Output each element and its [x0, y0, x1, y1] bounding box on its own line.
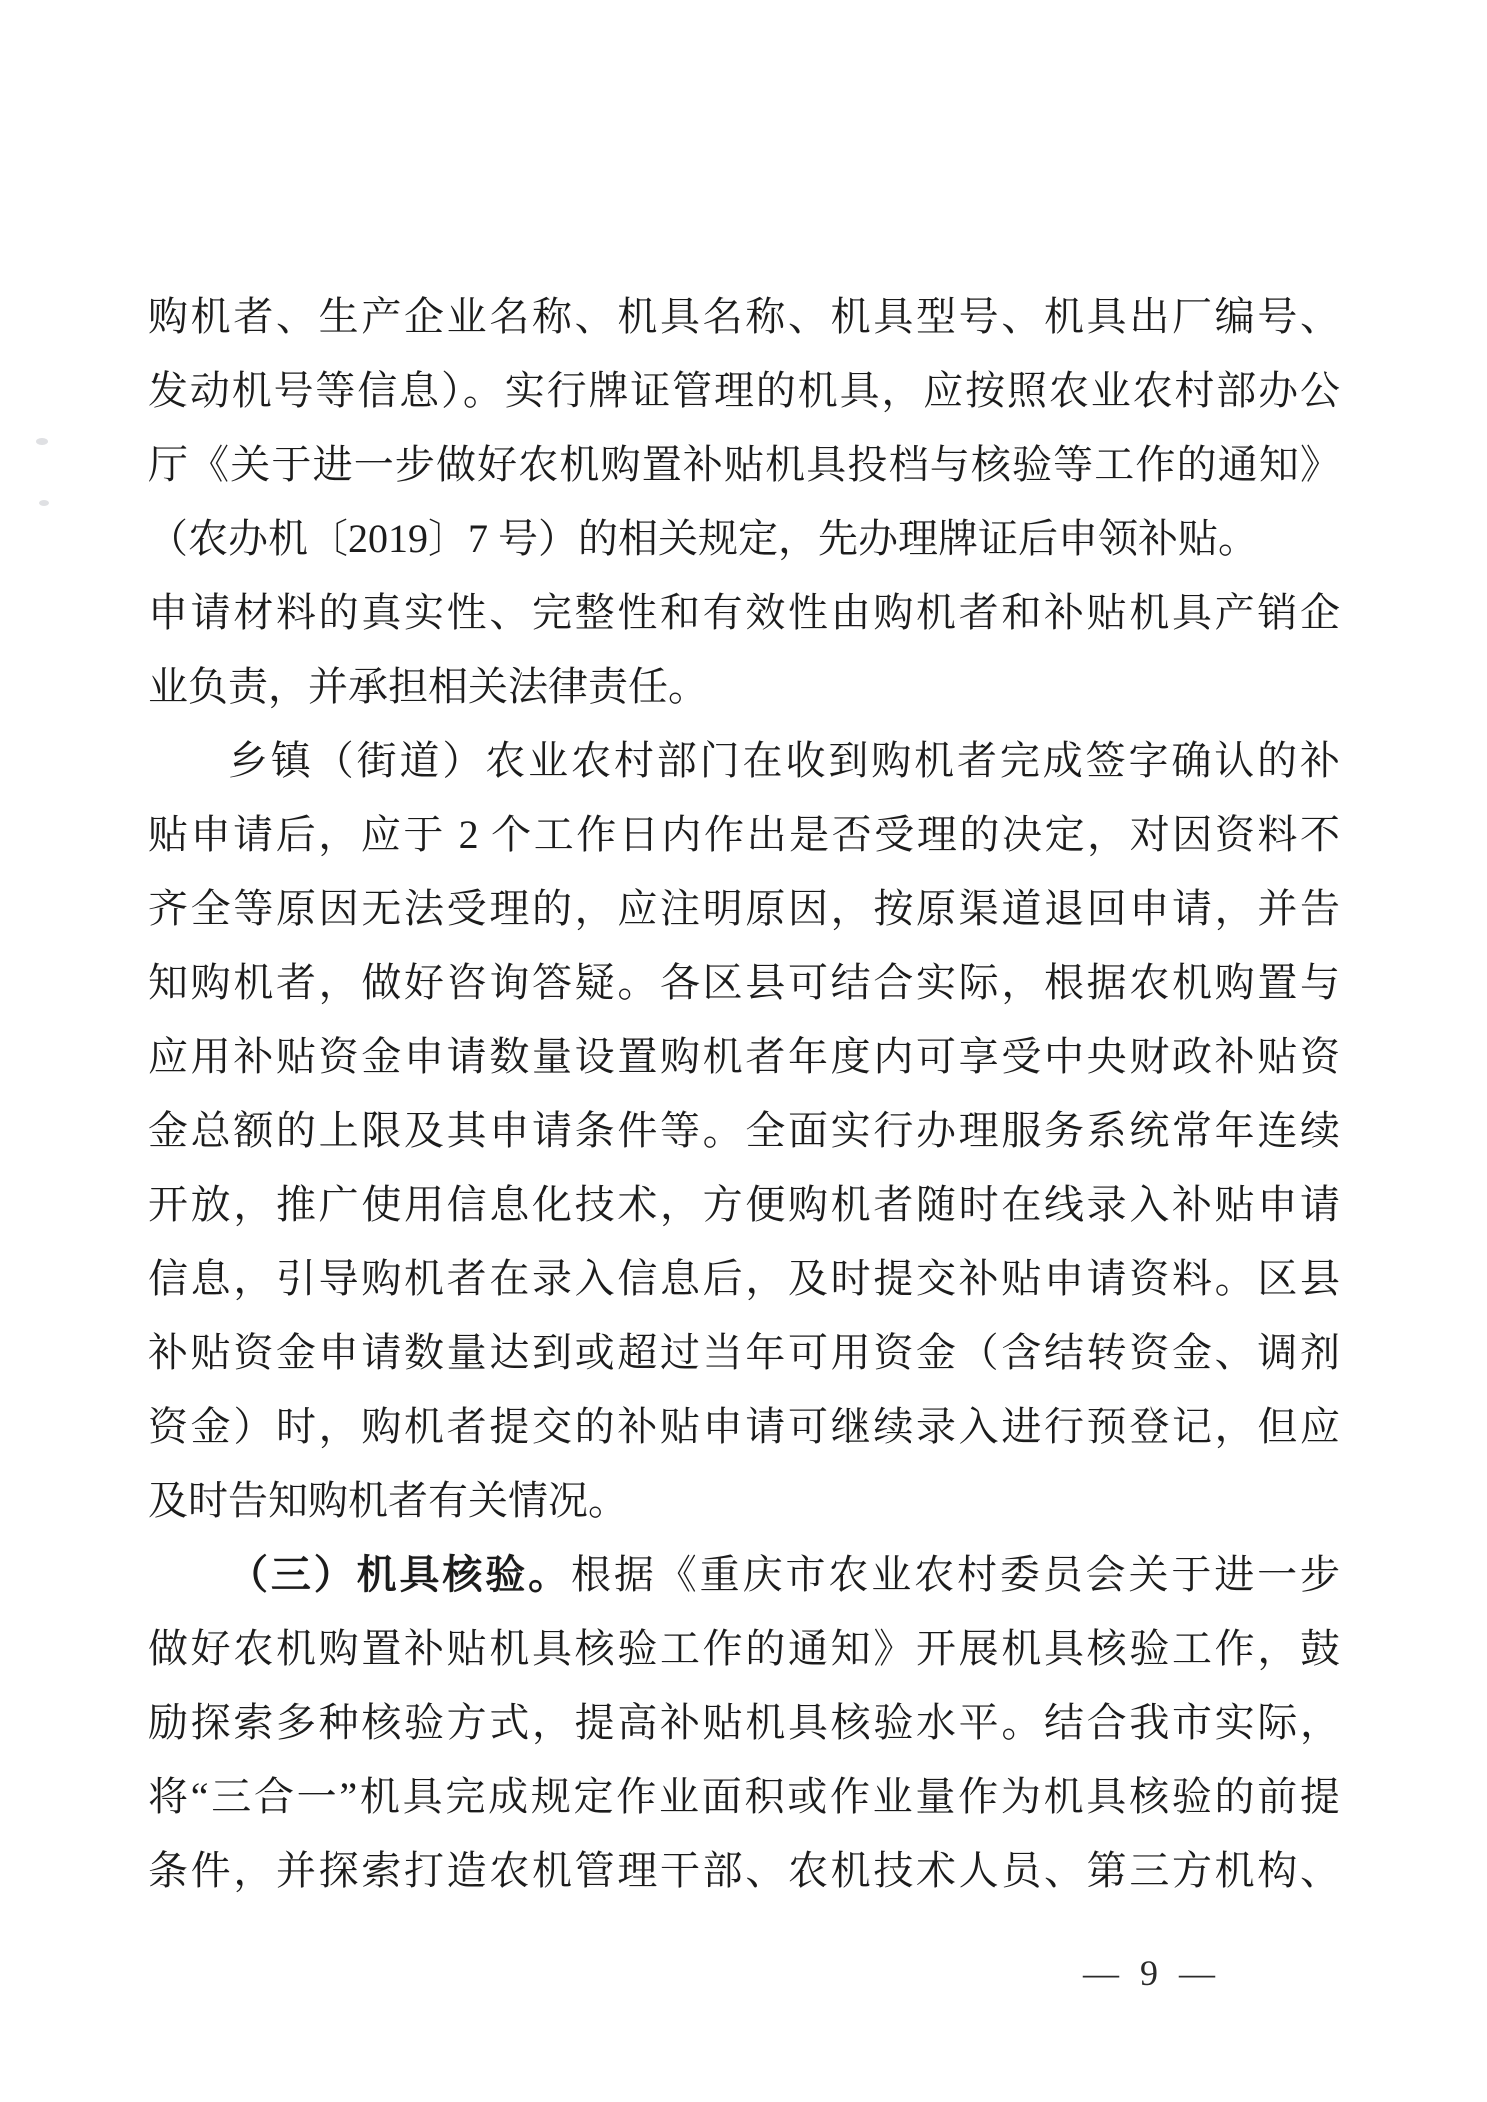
text-run: 补贴资金申请数量达到或超过当年可用资金（含结转资金、调剂: [148, 1330, 1340, 1375]
text-line: [148, 1094, 1340, 1168]
page-number: — 9 —: [1083, 1953, 1221, 1993]
text-run: 申请材料的真实性、完整性和有效性由购机者和补贴机具产销企: [148, 590, 1340, 635]
text-run: 贴申请后，应于 2 个工作日内作出是否受理的决定，对因资料不: [148, 812, 1340, 857]
text-run: 齐全等原因无法受理的，应注明原因，按原渠道退回申请，并告: [148, 886, 1340, 931]
text-run: 及时告知购机者有关情况。: [148, 1478, 628, 1523]
text-run: 资金）时，购机者提交的补贴申请可继续录入进行预登记，但应: [148, 1404, 1340, 1449]
text-line: [148, 1760, 1340, 1834]
text-run: 信息，引导购机者在录入信息后，及时提交补贴申请资料。区县: [148, 1256, 1340, 1301]
text-run: （农办机〔2019〕7 号）的相关规定，先办理牌证后申领补贴。: [148, 516, 1258, 561]
text-line: [148, 428, 1340, 502]
text-line: [148, 1242, 1340, 1316]
text-run: 励探索多种核验方式，提高补贴机具核验水平。结合我市实际，: [148, 1700, 1340, 1745]
text-run: 应用补贴资金申请数量设置购机者年度内可享受中央财政补贴资: [148, 1034, 1340, 1079]
text-run: 条件，并探索打造农机管理干部、农机技术人员、第三方机构、: [148, 1848, 1340, 1893]
text-line: [148, 1464, 1340, 1538]
text-line: [148, 1612, 1340, 1686]
document-body: [148, 280, 1340, 1908]
text-line: [148, 724, 1340, 798]
text-run: 做好农机购置补贴机具核验工作的通知》开展机具核验工作，鼓: [148, 1626, 1340, 1671]
text-line: [148, 1686, 1340, 1760]
text-run: 知购机者，做好咨询答疑。各区县可结合实际，根据农机购置与: [148, 960, 1340, 1005]
text-run: 业负责，并承担相关法律责任。: [148, 664, 708, 709]
text-line: [148, 1316, 1340, 1390]
text-line: [148, 1538, 1340, 1612]
text-line: [148, 280, 1340, 354]
text-line: [148, 1390, 1340, 1464]
text-line: [148, 354, 1340, 428]
text-line: [148, 650, 1340, 724]
text-run: 乡镇（街道）农业农村部门在收到购机者完成签字确认的补: [228, 738, 1340, 783]
text-line: [148, 872, 1340, 946]
text-run: 厅《关于进一步做好农机购置补贴机具投档与核验等工作的通知》: [148, 442, 1340, 487]
text-line: [148, 1834, 1340, 1908]
scan-artifact: [36, 438, 48, 445]
text-run: 将“三合一”机具完成规定作业面积或作业量作为机具核验的前提: [148, 1774, 1340, 1819]
text-run: 发动机号等信息）。实行牌证管理的机具，应按照农业农村部办公: [148, 368, 1340, 413]
text-line: [148, 502, 1340, 576]
text-run: 金总额的上限及其申请条件等。全面实行办理服务系统常年连续: [148, 1108, 1340, 1153]
text-run: 购机者、生产企业名称、机具名称、机具型号、机具出厂编号、: [148, 294, 1340, 339]
scan-artifact: [39, 500, 49, 506]
text-run: 根据《重庆市农业农村委员会关于进一步: [571, 1552, 1340, 1597]
text-line: [148, 946, 1340, 1020]
text-line: [148, 1020, 1340, 1094]
text-line: [148, 1168, 1340, 1242]
section-heading-run: （三）机具核验。: [228, 1552, 572, 1597]
text-line: [148, 798, 1340, 872]
text-run: 开放，推广使用信息化技术，方便购机者随时在线录入补贴申请: [148, 1182, 1340, 1227]
text-line: [148, 576, 1340, 650]
